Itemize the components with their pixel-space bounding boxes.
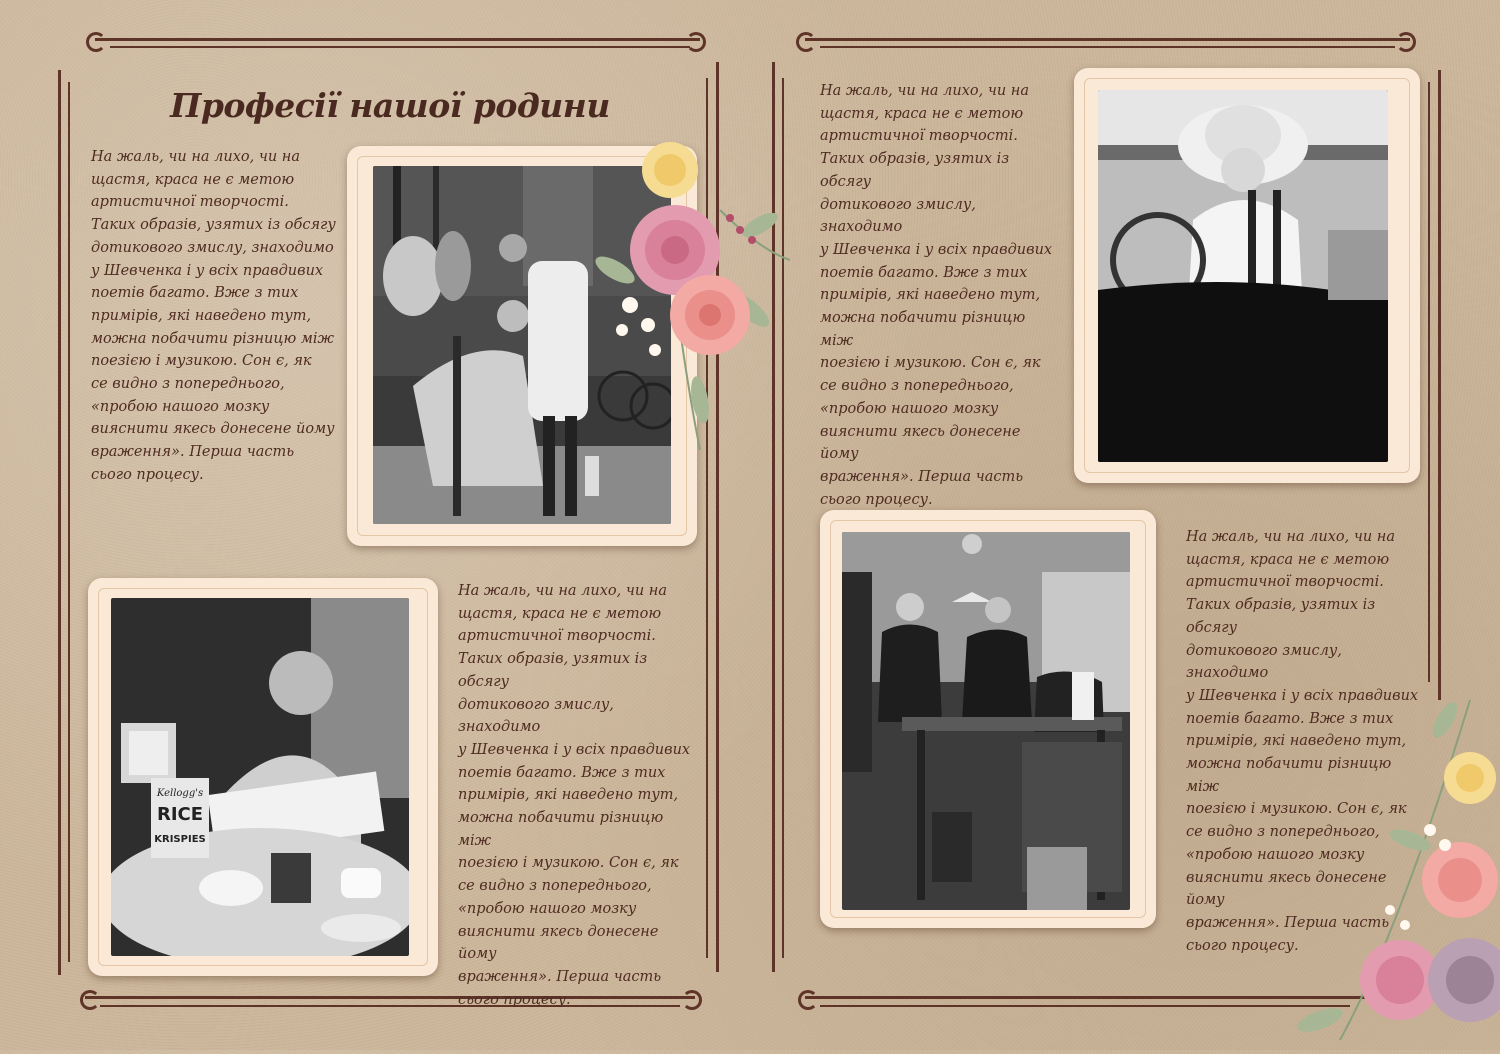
text-block-1: На жаль, чи на лихо, чи на щастя, краса не є метою артистичної творчості. Таких образів, узятих із обсягу дотикового змислу, знаходимо у Шевченка і у всіх правдивих поетів багато. Вже з тих примірів, які наведено тут, можна побачити різницю між поезією і музикою. Сон є, як се видно з попереднього, «пробою нашого мозку вияснити якесь донесене йому враження». Перша часть сього процесу. (91, 149, 336, 483)
corner-curl (1396, 32, 1416, 52)
bottom-right-rule-thin (820, 1005, 1350, 1007)
cereal-box-word-2: KRISPIES (154, 834, 206, 845)
cereal-box-word-1: RICE (156, 804, 204, 825)
top-left-rule (95, 38, 700, 41)
photo-card-breakfast (88, 578, 438, 976)
photo-card-office (820, 510, 1156, 928)
top-left-rule-thin (110, 46, 690, 48)
photo-card-motorist (1074, 68, 1420, 483)
left-rule-thin (68, 82, 70, 962)
top-right-rule (805, 38, 1410, 41)
office-photo (842, 532, 1130, 910)
flower-cluster-bottom (1280, 680, 1500, 1050)
corner-curl (80, 990, 100, 1010)
corner-curl (686, 32, 706, 52)
text-block-3: На жаль, чи на лихо, чи на щастя, краса не є метою артистичної творчості. Таких образів, узятих із обсягу дотикового змислу, знаходимо у Шевченка і у всіх правдивих поетів багато. Вже з тих примірів, які наведено тут, можна побачити різницю між поезією і музикою. Сон є, як се видно з попереднього, «пробою нашого мозку вияснити якесь донесене йому враження». Перша часть сього процесу. (820, 83, 1053, 508)
office-photo-image (842, 532, 1130, 910)
breakfast-photo (111, 598, 409, 956)
top-right-rule-thin (820, 46, 1395, 48)
right-rule (1438, 70, 1441, 700)
text-block-4: На жаль, чи на лихо, чи на щастя, краса не є метою артистичної творчості. Таких образів, узятих із обсягу дотикового змислу, знаходимо у Шевченка і у всіх правдивих поетів багато. Вже з тих примірів, які наведено тут, можна побачити різницю між поезією і музикою. Сон є, як се видно з попереднього, «пробою нашого мозку вияснити якесь донесене йому враження». Перша часть сього процесу. (1186, 529, 1419, 954)
breakfast-photo-image (111, 598, 409, 956)
page-title: Професії нашої родини (170, 86, 610, 125)
text-block-2: На жаль, чи на лихо, чи на щастя, краса не є метою артистичної творчості. Таких образів, узятих із обсягу дотикового змислу, знаходимо у Шевченка і у всіх правдивих поетів багато. Вже з тих примірів, які наведено тут, можна побачити різницю між поезією і музикою. Сон є, як се видно з попереднього, «пробою нашого мозку вияснити якесь донесене йому враження». Перша часть сього процесу. (458, 583, 691, 1008)
left-rule (58, 70, 61, 975)
corner-curl (796, 32, 816, 52)
corner-curl (798, 990, 818, 1010)
right-rule-thin (1428, 82, 1430, 682)
flower-cluster-top (560, 130, 810, 460)
motorist-photo-image (1098, 90, 1388, 462)
cereal-box-brand: Kellogg's (156, 788, 204, 799)
corner-curl (86, 32, 106, 52)
motorist-photo (1098, 90, 1388, 462)
